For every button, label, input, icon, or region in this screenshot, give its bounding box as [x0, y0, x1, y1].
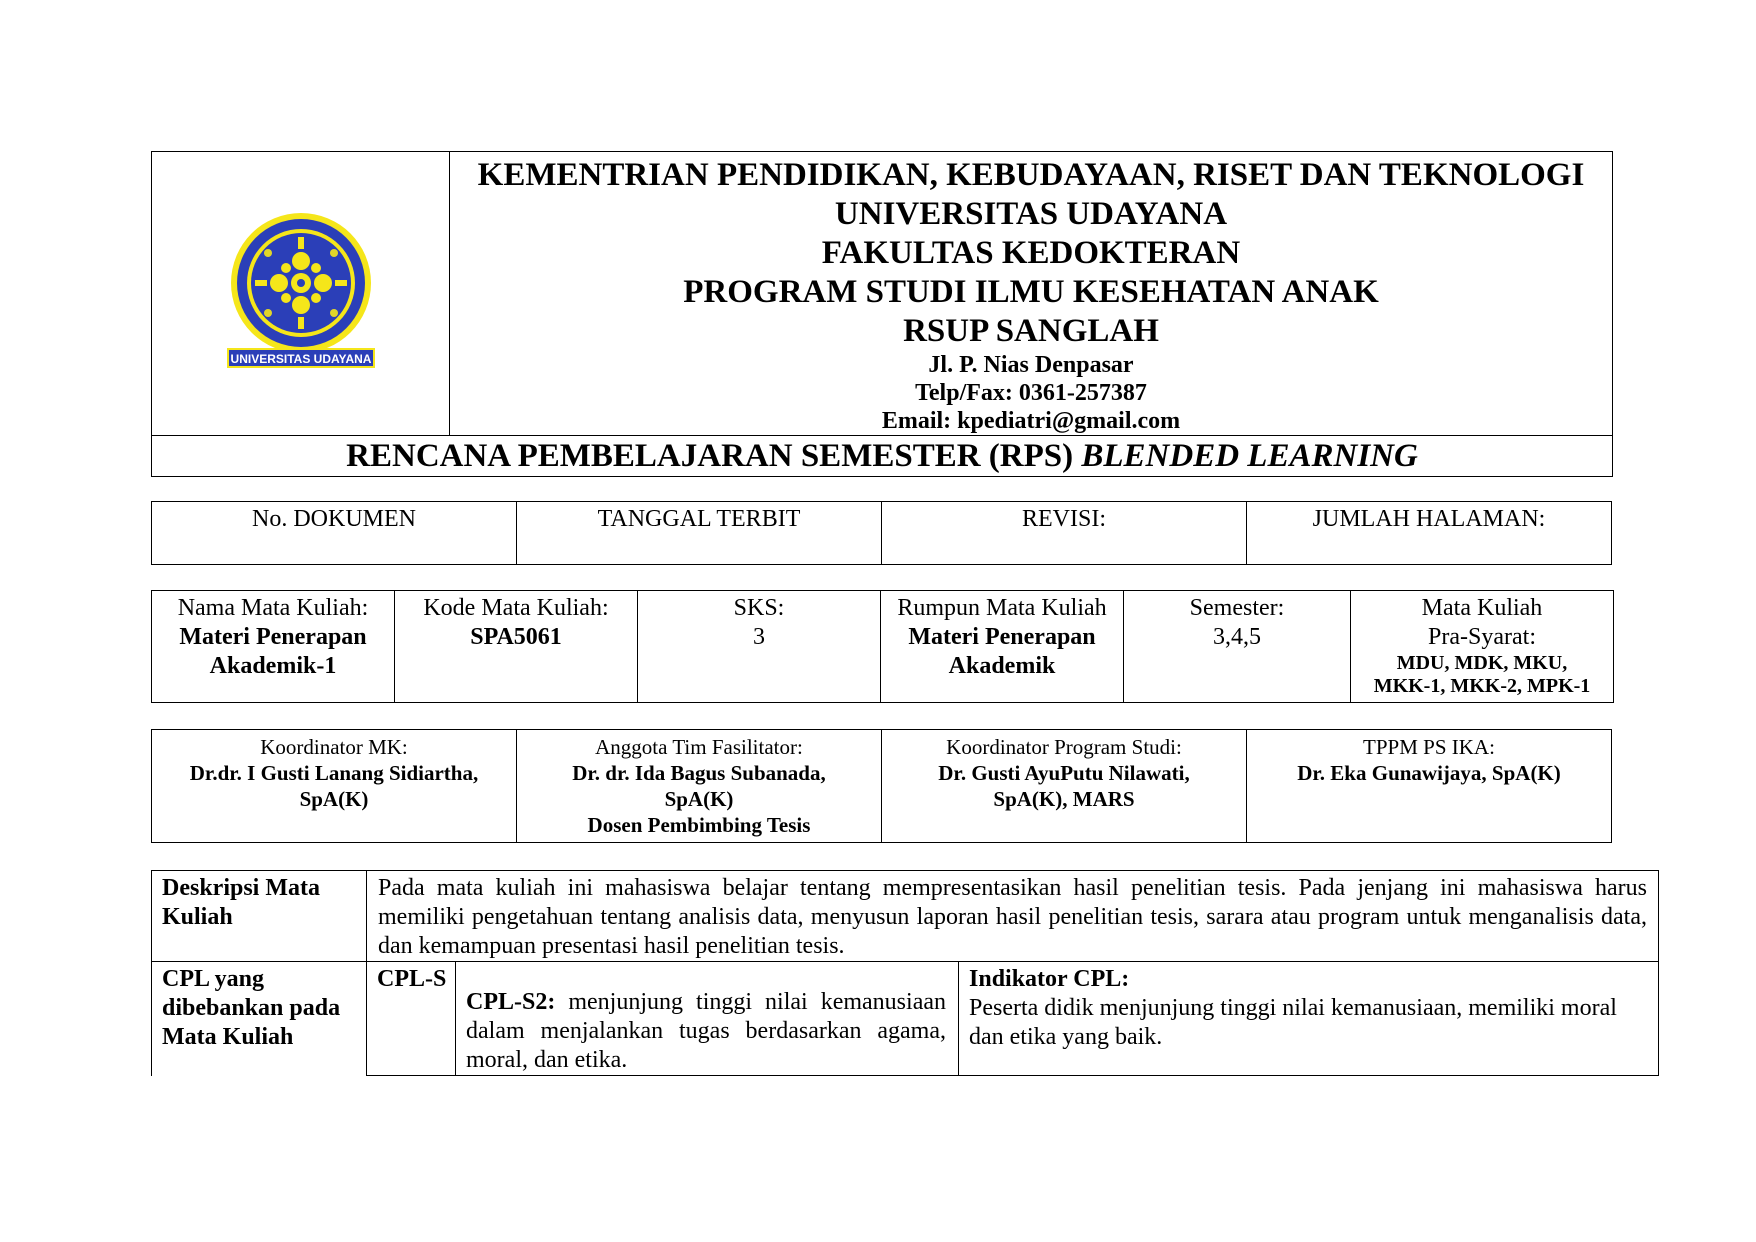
cpl-item-code: CPL-S2:	[466, 989, 556, 1015]
nama-label: Nama Mata Kuliah:	[177, 595, 369, 621]
document-info-table	[151, 501, 1612, 565]
cpl-item-text: menjunjung tinggi nilai kemanusiaan dalam menjalankan tugas berdasarkan agama, moral, dan etika.	[466, 989, 946, 1073]
koordinator-ps-name: Dr. Gusti AyuPutu Nilawati,	[938, 761, 1190, 785]
fasilitator-title: SpA(K)	[664, 787, 734, 811]
indikator-label: Indikator CPL:	[969, 966, 1130, 992]
kode-value: SPA5061	[470, 624, 562, 650]
revisi: REVISI:	[882, 502, 1247, 565]
sks-label: SKS:	[733, 595, 785, 621]
indikator-text: Peserta didik menjunjung tinggi nilai kemanusiaan, memiliki moral dan etika yang baik.	[969, 995, 1617, 1050]
fasilitator-label: Anggota Tim Fasilitator:	[595, 735, 803, 759]
header-table	[151, 151, 1613, 477]
team-table	[151, 729, 1612, 843]
deskripsi-label: Deskripsi Mata Kuliah	[152, 871, 367, 962]
koordinator-mk-name: Dr.dr. I Gusti Lanang Sidiartha,	[189, 761, 479, 785]
indikator-cell	[959, 962, 1659, 1076]
koordinator-ps-label: Koordinator Program Studi:	[946, 735, 1182, 759]
semester-cell	[1124, 591, 1351, 703]
rps-title	[152, 436, 1613, 477]
course-info-table	[151, 590, 1614, 703]
cpl-item	[456, 962, 959, 1076]
description-table	[151, 870, 1659, 1076]
institution-cell	[450, 152, 1613, 436]
koordinator-ps-cell	[882, 730, 1247, 843]
no-dokumen: No. DOKUMEN	[152, 502, 517, 565]
semester-value: 3,4,5	[1213, 624, 1261, 650]
universitas-udayana-logo	[226, 211, 376, 371]
fasilitator-name: Dr. dr. Ida Bagus Subanada,	[572, 761, 826, 785]
nama-mata-kuliah-cell	[152, 591, 395, 703]
fasilitator-role: Dosen Pembimbing Tesis	[587, 813, 811, 837]
semester-label: Semester:	[1189, 595, 1285, 621]
prasyarat-value-2: MKK-1, MKK-2, MPK-1	[1373, 675, 1591, 697]
tppm-label: TPPM PS IKA:	[1363, 735, 1495, 759]
kode-mata-kuliah-cell	[395, 591, 638, 703]
program-name: PROGRAM STUDI ILMU KESEHATAN ANAK	[683, 274, 1379, 310]
ministry-name: KEMENTRIAN PENDIDIKAN, KEBUDAYAAN, RISET DAN TEKNOLOGI	[477, 157, 1585, 193]
kode-label: Kode Mata Kuliah:	[423, 595, 609, 621]
prasyarat-cell	[1351, 591, 1614, 703]
sks-value: 3	[753, 624, 765, 650]
prasyarat-label-2: Pra-Syarat:	[1428, 624, 1536, 650]
rumpun-cell	[881, 591, 1124, 703]
prasyarat-label-1: Mata Kuliah	[1421, 595, 1543, 621]
tppm-cell	[1247, 730, 1612, 843]
hospital-name: RSUP SANGLAH	[903, 313, 1159, 349]
university-name: UNIVERSITAS UDAYANA	[834, 196, 1228, 232]
address: Jl. P. Nias Denpasar	[928, 352, 1134, 378]
koordinator-mk-title: SpA(K)	[299, 787, 369, 811]
logo-cell	[152, 152, 450, 436]
nama-value: Materi Penerapan Akademik-1	[179, 624, 367, 679]
fasilitator-cell	[517, 730, 882, 843]
koordinator-ps-title: SpA(K), MARS	[993, 787, 1135, 811]
prasyarat-value-1: MDU, MDK, MKU,	[1396, 652, 1568, 674]
sks-cell	[638, 591, 881, 703]
tppm-name: Dr. Eka Gunawijaya, SpA(K)	[1297, 761, 1561, 785]
deskripsi-text: Pada mata kuliah ini mahasiswa belajar tentang mempresentasikan hasil penelitian tesis. Pada jenjang ini mahasiswa harus memiliki pengetahuan tentang analisis data, menyusun laporan hasil penelitian tesis, sarara atau program untuk menganalisis data, dan kemampuan presentasi hasil penelitian tesis.	[367, 871, 1659, 962]
cpl-code: CPL-S	[367, 962, 456, 1076]
phone-fax: Telp/Fax: 0361-257387	[915, 380, 1147, 406]
koordinator-mk-label: Koordinator MK:	[260, 735, 408, 759]
jumlah-halaman: JUMLAH HALAMAN:	[1247, 502, 1612, 565]
rumpun-value: Materi Penerapan Akademik	[908, 624, 1096, 679]
logo-caption: UNIVERSITAS UDAYANA	[230, 352, 371, 366]
cpl-label: CPL yang dibebankan pada Mata Kuliah	[152, 962, 367, 1076]
email: Email: kpediatri@gmail.com	[881, 408, 1181, 434]
rumpun-label: Rumpun Mata Kuliah	[897, 595, 1107, 621]
rps-title-main: RENCANA PEMBELAJARAN SEMESTER (RPS)	[346, 437, 1082, 474]
tanggal-terbit: TANGGAL TERBIT	[517, 502, 882, 565]
rps-title-italic: BLENDED LEARNING	[1081, 437, 1418, 474]
koordinator-mk-cell	[152, 730, 517, 843]
faculty-name: FAKULTAS KEDOKTERAN	[821, 235, 1241, 271]
